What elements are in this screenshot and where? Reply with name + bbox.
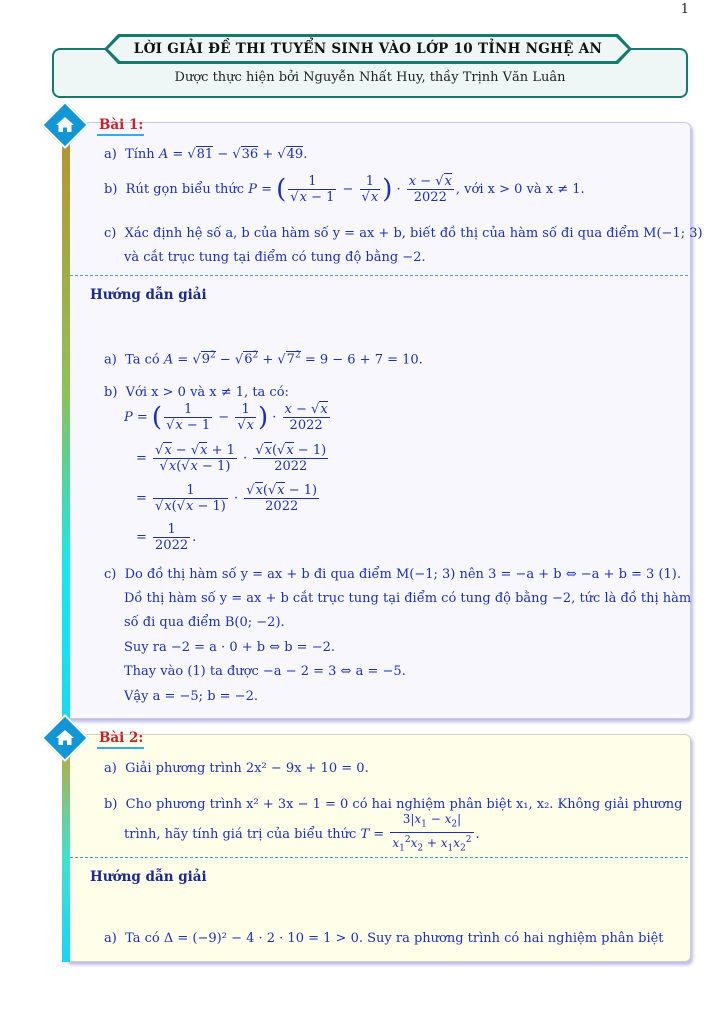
problem-sidebar-2: [62, 734, 70, 962]
bai1-solution-c-line6: Vậy a = −5; b = −2.: [124, 689, 258, 704]
problem-1-underline: [97, 134, 144, 136]
page-title: LỜI GIẢI ĐỀ THI TUYỂN SINH VÀO LỚP 10 TỈNH NGHỆ AN: [133, 41, 603, 57]
bai1-solution-c-line1: c) Do đồ thị hàm số y = ax + b đi qua điểm M(−1; 3) nên 3 = −a + b ⇔ −a + b = 3 (1).: [104, 567, 682, 582]
bai1-solution-c-line3: số đi qua điểm B(0; −2).: [124, 615, 285, 630]
bai1-solution-a: a) Ta có $A = √9^2 - √6^2 + √7^2 = 9 - 6 + 7 = 10$.: [104, 351, 423, 368]
solution-divider-2: [70, 857, 688, 858]
home-icon: [53, 726, 77, 750]
bai1-item-b: b) Rút gọn biểu thức P = ( $\frac{1}{√x - 1}$ − $\frac{1}{√x}$ ) · $\frac{x - √x}{2022}$ , với x > 0 và x ≠ 1.: [104, 174, 585, 205]
solution-divider-1: [70, 275, 688, 276]
header-subtitle: Dược thực hiện bởi Nguyễn Nhất Huy, thầy Trịnh Văn Luân: [174, 70, 566, 85]
bai1-solution-c-line5: Thay vào (1) ta được −a − 2 = 3 ⇔ a = −5.: [124, 664, 406, 679]
bai1-solution-b-step3: = $\frac{1}{√x(√x - 1)}$ · $\frac{√x(√x - 1)}{2022}$: [136, 483, 318, 514]
bai2-item-b-line2: trình, hãy tính giá trị của biểu thức T = $\frac{3|x_1 - x_2|}{x_1^2x_2 + x_1x_2^2}$ .: [124, 812, 480, 854]
bai1-item-c-line2: và cắt trục tung tại điểm có tung độ bằng −2.: [124, 250, 426, 265]
problem-sidebar-1: [62, 122, 70, 719]
bai1-solution-b-step1: P = ( $\frac{1}{√x - 1}$ − $\frac{1}{√x}$ ) · $\frac{x - √x}{2022}$: [124, 402, 328, 433]
bai2-item-b: b) Cho phương trình x² + 3x − 1 = 0 có hai nghiệm phân biệt x₁, x₂. Không giải phương: [104, 797, 683, 812]
header-title-banner: [104, 34, 632, 64]
problem-2-underline: [97, 747, 144, 749]
bai1-solution-c-line4: Suy ra −2 = a · 0 + b ⇔ b = −2.: [124, 640, 336, 655]
page-number: 1: [680, 2, 689, 17]
bai1-solution-b-step2: = $\frac{√x - √x + 1}{√x(√x - 1)}$ · $\frac{√x(√x - 1)}{2022}$: [136, 443, 327, 474]
bai2-item-a: a) Giải phương trình 2x² − 9x + 10 = 0.: [104, 761, 369, 776]
bai1-item-c: c) Xác định hệ số a, b của hàm số y = ax + b, biết đồ thị của hàm số đi qua điểm M(−1; 3): [104, 226, 703, 241]
bai1-item-a: a) Tính A = √81 − √36 + √49.: [104, 147, 308, 162]
home-icon: [53, 113, 77, 137]
bai1-solution-b-step4: = $\frac{1}{2022}$ .: [136, 522, 197, 553]
bai2-solution-a: a) Ta có Δ = (−9)² − 4 · 2 · 10 = 1 > 0. Suy ra phương trình có hai nghiệm phân biệt: [104, 931, 664, 946]
solution-heading-2: Hướng dẫn giải: [90, 869, 207, 885]
problem-2-label: Bài 2:: [99, 730, 144, 746]
bai1-solution-c-line2: Dồ thị hàm số y = ax + b cắt trục tung tại điểm có tung độ bằng −2, tức là đồ thị hàm: [124, 591, 692, 606]
problem-1-label: Bài 1:: [99, 117, 144, 133]
bai1-solution-b: b) Với x > 0 và x ≠ 1, ta có:: [104, 385, 289, 400]
solution-heading-1: Hướng dẫn giải: [90, 287, 207, 303]
